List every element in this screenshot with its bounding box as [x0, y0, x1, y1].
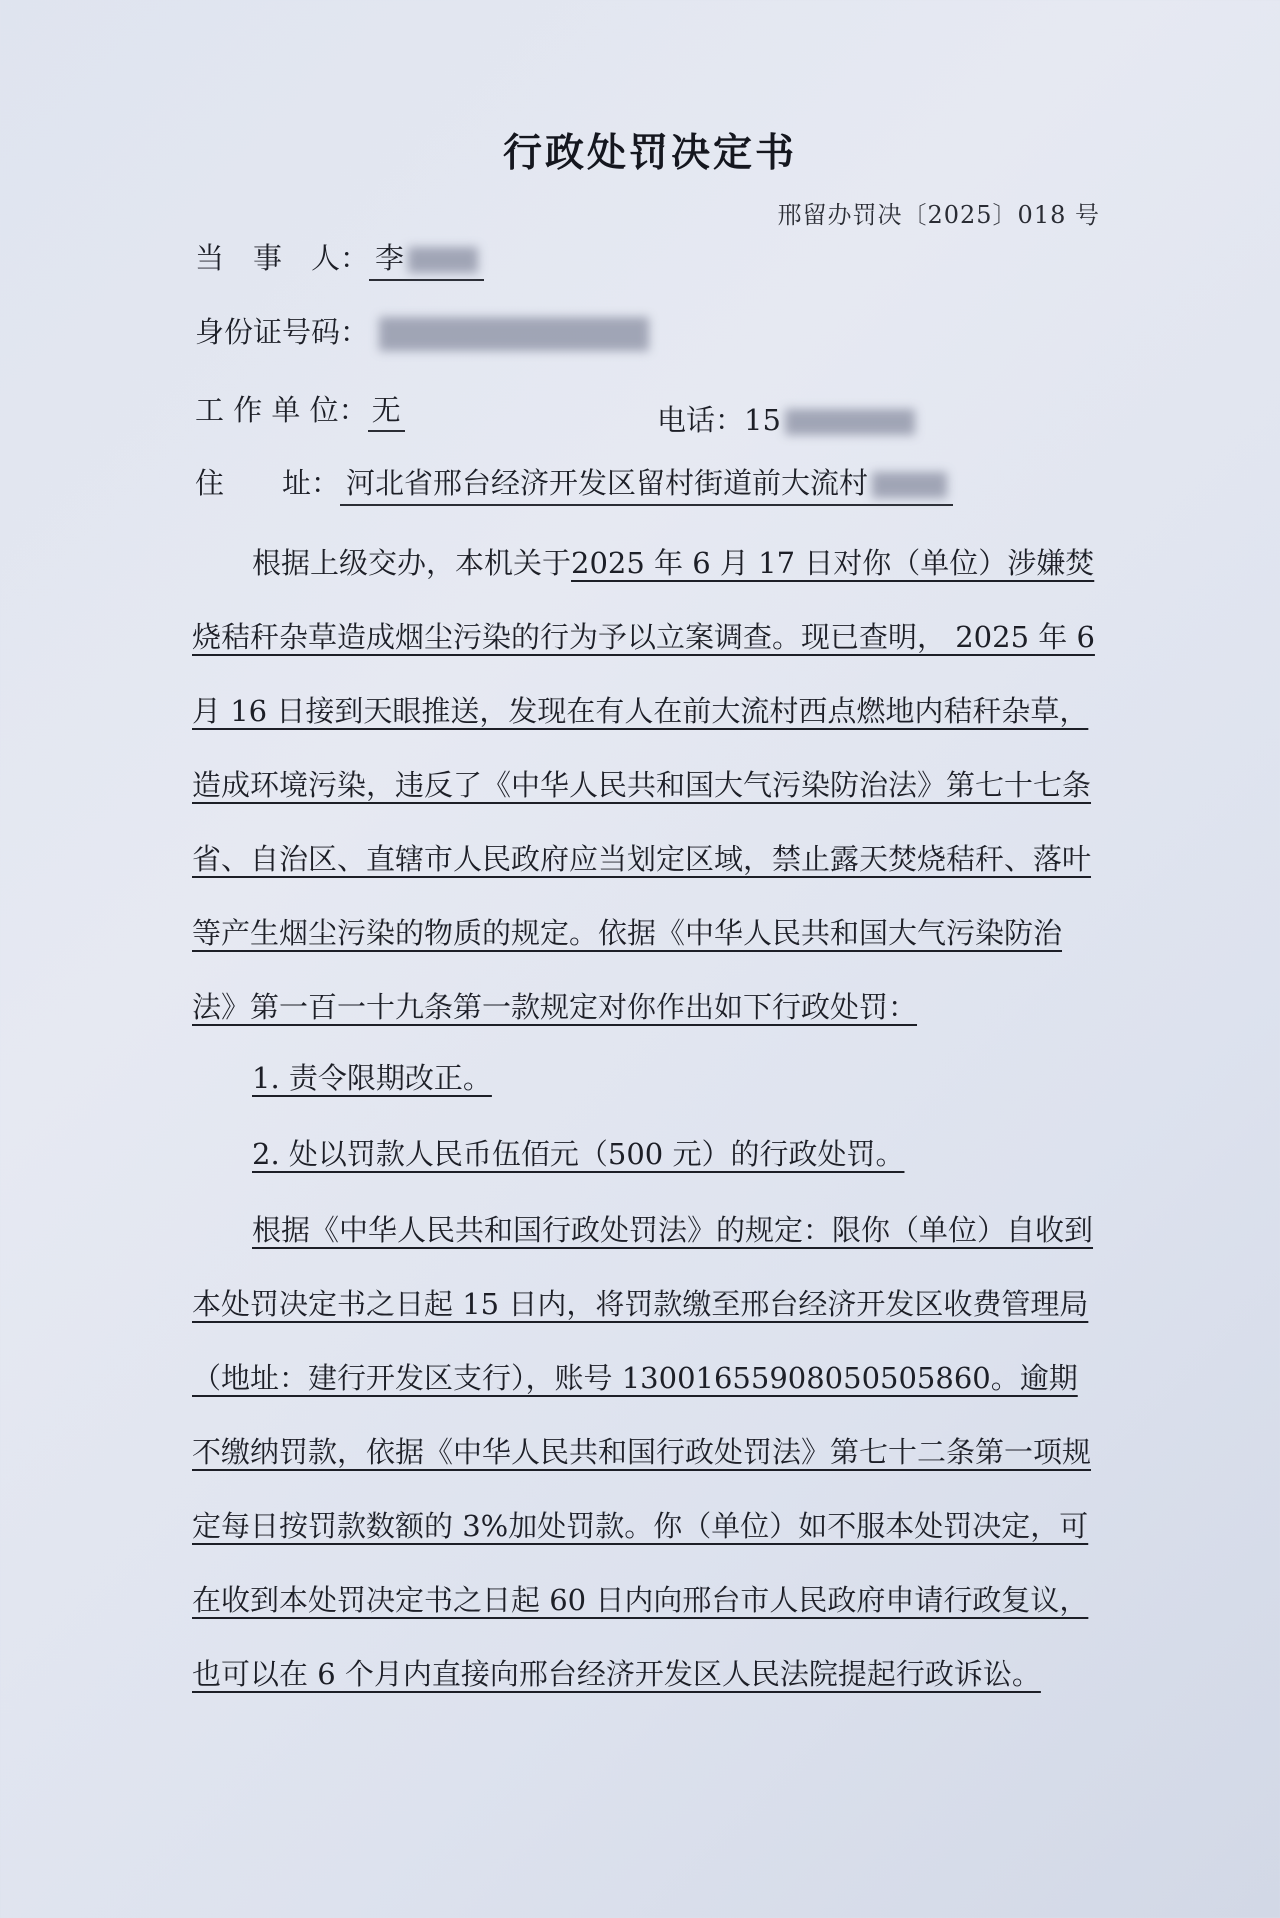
- work-label: 工 作 单 位：: [195, 393, 368, 427]
- document-title: 行政处罚决定书: [502, 131, 797, 176]
- paragraph-lead: 根据上级交办，本机关于: [252, 546, 572, 580]
- document-number: 邢留办罚决〔2025〕018 号: [777, 201, 1100, 229]
- penalty-item-1-text: 1. 责令限期改正。: [252, 1061, 492, 1095]
- phone-value: 15: [744, 403, 781, 437]
- phone-field: [657, 400, 915, 440]
- paragraph-payment: [192, 1193, 1098, 1711]
- address-label: 住 址：: [195, 466, 341, 500]
- redaction-mark: [408, 247, 478, 273]
- redaction-mark: [379, 317, 649, 351]
- party-label: 当 事 人：: [195, 241, 370, 275]
- redaction-mark: [872, 472, 947, 498]
- address-value: [340, 463, 953, 506]
- redaction-mark: [785, 409, 915, 435]
- party-value: [369, 238, 484, 281]
- penalty-item-1: [252, 1041, 492, 1115]
- paragraph-investigation: [192, 526, 1098, 1044]
- work-field: [195, 390, 405, 432]
- work-value: 无: [368, 390, 405, 432]
- address-field: [195, 463, 953, 506]
- paragraph-payment-text: 根据《中华人民共和国行政处罚法》的规定：限你（单位）自收到本处罚决定书之日起 15 日内，将罚款缴至邢台经济开发区收费管理局（地址：建行开发区支行），账号 13001655908050505860。逾期不缴纳罚款，依据《中华人民共和国行政处罚法》第七十二条第一项规定每日按罚款数额的 3%加处罚款。你（单位）如不服本处罚决定，可在收到本处罚决定书之日起 60 日内向邢台市人民政府申请行政复议，也可以在 6 个月内直接向邢台经济开发区人民法院提起行政诉讼。: [192, 1213, 1094, 1691]
- address-text: 河北省邢台经济开发区留村街道前大流村: [346, 466, 869, 500]
- paragraph-body: 2025 年 6 月 17 日对你（单位）涉嫌焚烧秸秆杂草造成烟尘污染的行为予以立案调查。现已查明， 2025 年 6 月 16 日接到天眼推送，发现在有人在前大流村西点燃地内秸秆杂草，造成环境污染，违反了《中华人民共和国大气污染防治法》第七十七条省、自治区、直辖市人民政府应当划定区域，禁止露天焚烧秸秆、落叶等产生烟尘污染的物质的规定。依据《中华人民共和国大气污染防治法》第一百一十九条第一款规定对你作出如下行政处罚：: [192, 546, 1095, 1024]
- id-field: [195, 312, 649, 352]
- party-name-text: 李: [375, 241, 405, 275]
- penalty-item-2-text: 2. 处以罚款人民币伍佰元（500 元）的行政处罚。: [252, 1137, 905, 1171]
- penalty-item-2: [252, 1117, 904, 1191]
- party-field: [195, 238, 484, 281]
- id-label: 身份证号码：: [195, 315, 370, 349]
- phone-label: 电话：: [657, 403, 745, 437]
